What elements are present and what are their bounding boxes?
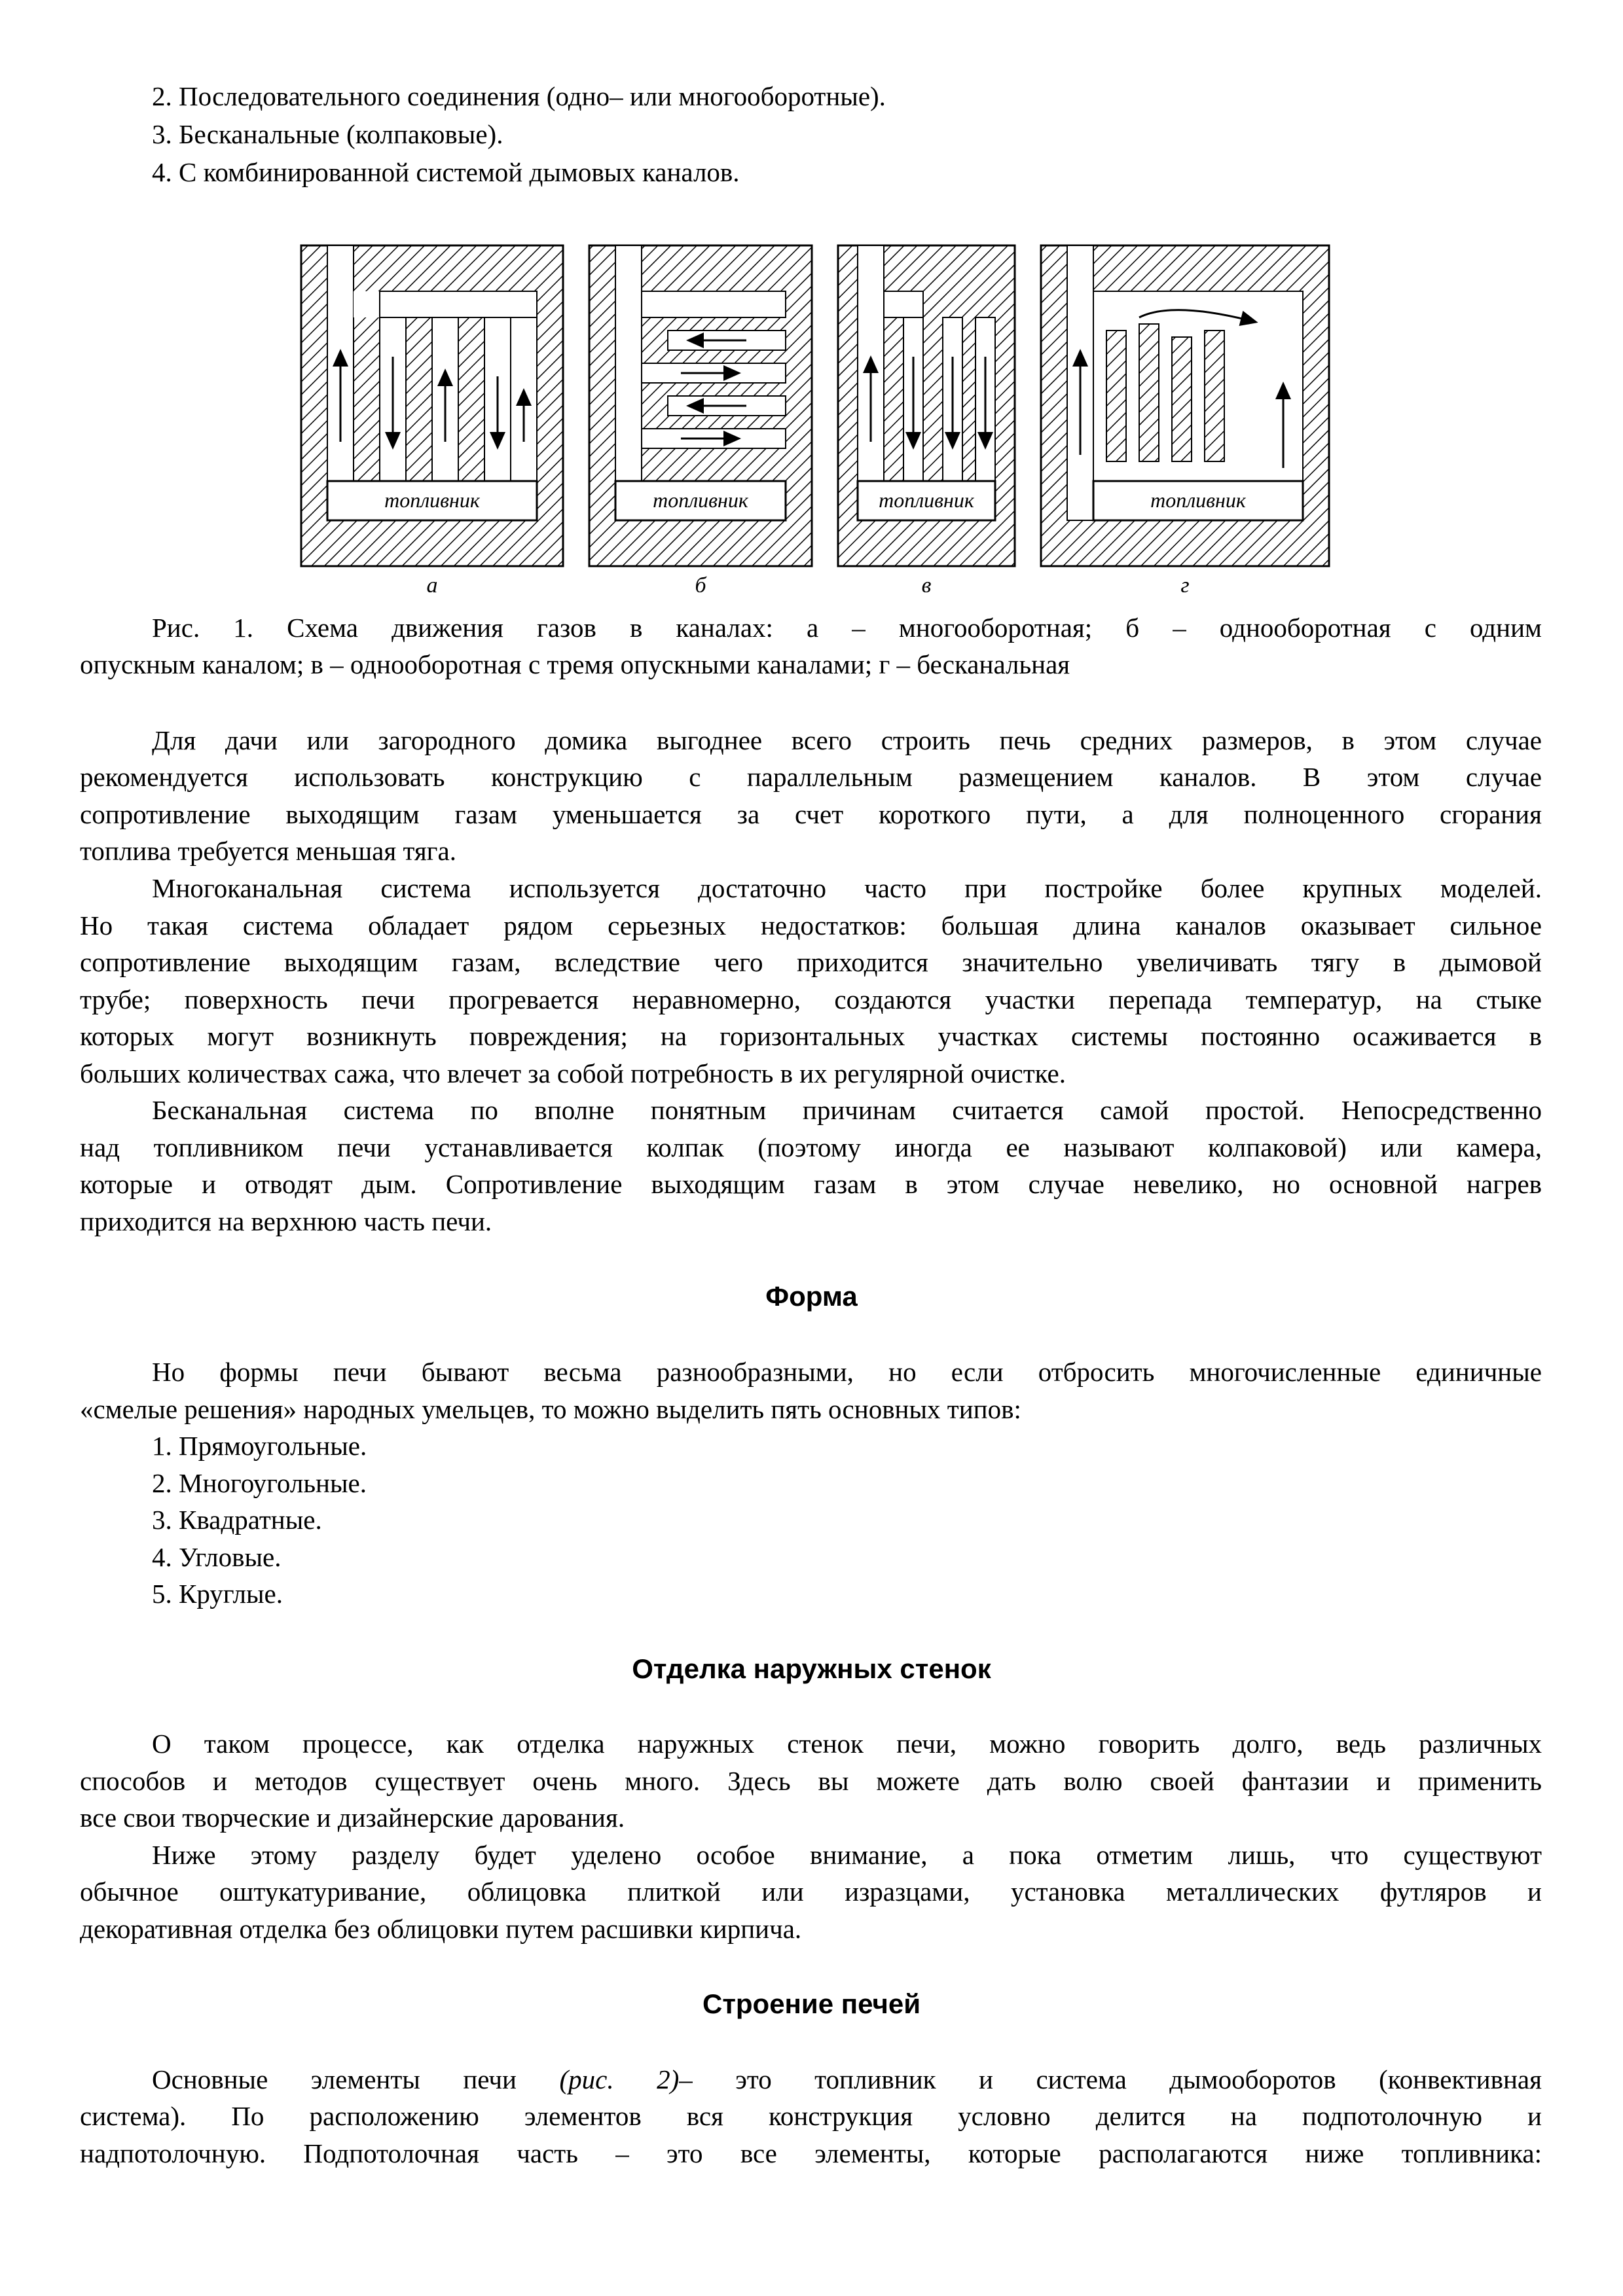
paragraph-line: больших количествах сажа, что влечет за собой потребность в их регулярной очистке.	[80, 1058, 1066, 1088]
paragraph-line: рекомендуется использовать конструкцию с параллельным размещением каналов. В этом случае	[80, 762, 1542, 792]
firebox-label: топливник	[384, 488, 480, 512]
paragraph-line: трубе; поверхность печи прогревается неравномерно, создаются участки перепада температур, на стыке	[80, 984, 1542, 1014]
stove-diagram-a	[301, 245, 563, 566]
list-item: 3. Квадратные.	[152, 1505, 322, 1535]
figure-letter-b: б	[695, 573, 706, 592]
paragraph-line: надпотолочную. Подпотолочная часть – это все элементы, которые располагаются ниже топливника:	[80, 2138, 1542, 2168]
figure-letter-g: г	[1180, 573, 1190, 592]
section-heading: Форма	[765, 1281, 858, 1312]
paragraph-line: «смелые решения» народных умельцев, то можно выделить пять основных типов:	[80, 1394, 1021, 1424]
paragraph-line: Для дачи или загородного домика выгоднее всего строить печь средних размеров, в этом случае	[152, 725, 1542, 755]
text-run: – это топливник и система дымооборотов (конвективная	[679, 2064, 1542, 2094]
paragraph-line: Но такая система обладает рядом серьезных недостатков: большая длина каналов оказывает сильное	[80, 910, 1542, 941]
stove-diagram-b	[589, 245, 812, 566]
paragraph-line: Ниже этому разделу будет уделено особое внимание, а пока отметим лишь, что существуют	[152, 1840, 1542, 1870]
stove-diagram-g	[1041, 245, 1329, 566]
text-run: Основные элементы печи	[152, 2064, 560, 2094]
paragraph-line: обычное оштукатуривание, облицовка плиткой или изразцами, установка металлических футляров и	[80, 1876, 1542, 1907]
section-heading: Строение печей	[702, 1988, 921, 2019]
paragraph-line: которые и отводят дым. Сопротивление выходящим газам в этом случае невелико, но основной нагрев	[80, 1169, 1542, 1199]
figure-letter-v: в	[921, 573, 932, 592]
paragraph-line: сопротивление выходящим газам, вследствие чего приходится значительно увеличивать тягу в дымовой	[80, 947, 1542, 977]
paragraph-line: Многоканальная система используется достаточно часто при постройке более крупных моделей.	[152, 873, 1542, 903]
firebox-label: топливник	[653, 488, 748, 512]
firebox-label: топливник	[879, 488, 974, 512]
list-item: 5. Круглые.	[152, 1579, 283, 1609]
paragraph-line: над топливником печи устанавливается колпак (поэтому иногда ее называют колпаковой) или камера,	[80, 1132, 1542, 1162]
list-item: 1. Прямоугольные.	[152, 1431, 367, 1461]
paragraph-line: О таком процессе, как отделка наружных стенок печи, можно говорить долго, ведь различных	[152, 1729, 1542, 1759]
paragraph-line: система). По расположению элементов вся конструкция условно делится на подпотолочную и	[80, 2101, 1542, 2131]
paragraph-line: которых могут возникнуть повреждения; на горизонтальных участках системы постоянно осаживается в	[80, 1021, 1542, 1051]
paragraph-line: способов и методов существует очень много. Здесь вы можете дать волю своей фантазии и применить	[80, 1766, 1542, 1796]
list-item: 2. Последовательного соединения (одно– или многооборотные).	[152, 81, 886, 111]
stove-diagram-v	[838, 245, 1015, 566]
paragraph-line: декоративная отделка без облицовки путем расшивки кирпича.	[80, 1914, 802, 1944]
list-item: 4. С комбинированной системой дымовых каналов.	[152, 157, 740, 187]
list-item: 4. Угловые.	[152, 1542, 282, 1572]
paragraph-line: Бесканальная система по вполне понятным причинам считается самой простой. Непосредственно	[152, 1095, 1542, 1125]
paragraph-line: Но формы печи бывают весьма разнообразными, но если отбросить многочисленные единичные	[152, 1357, 1542, 1387]
paragraph-line: топлива требуется меньшая тяга.	[80, 836, 456, 866]
stove-gas-flow-figure	[288, 226, 1401, 592]
paragraph-line	[152, 2064, 1542, 2095]
paragraph-line: приходится на верхнюю часть печи.	[80, 1206, 492, 1236]
list-item: 3. Бесканальные (колпаковые).	[152, 119, 503, 149]
figure-letter-a: а	[426, 573, 438, 592]
figure-reference: (рис. 2)	[559, 2064, 680, 2094]
firebox-label: топливник	[1150, 488, 1246, 512]
figure-caption-line: опускным каналом; в – однооборотная с тремя опускными каналами; г – бесканальная	[80, 649, 1070, 679]
section-heading: Отделка наружных стенок	[632, 1653, 991, 1684]
paragraph-line: все свои творческие и дизайнерские дарования.	[80, 1803, 625, 1833]
list-item: 2. Многоугольные.	[152, 1468, 367, 1498]
figure-caption-line: Рис. 1. Схема движения газов в каналах: а – многооборотная; б – однооборотная с одним	[152, 613, 1542, 643]
paragraph-line: сопротивление выходящим газам уменьшается за счет короткого пути, а для полноценного сгорания	[80, 799, 1542, 829]
